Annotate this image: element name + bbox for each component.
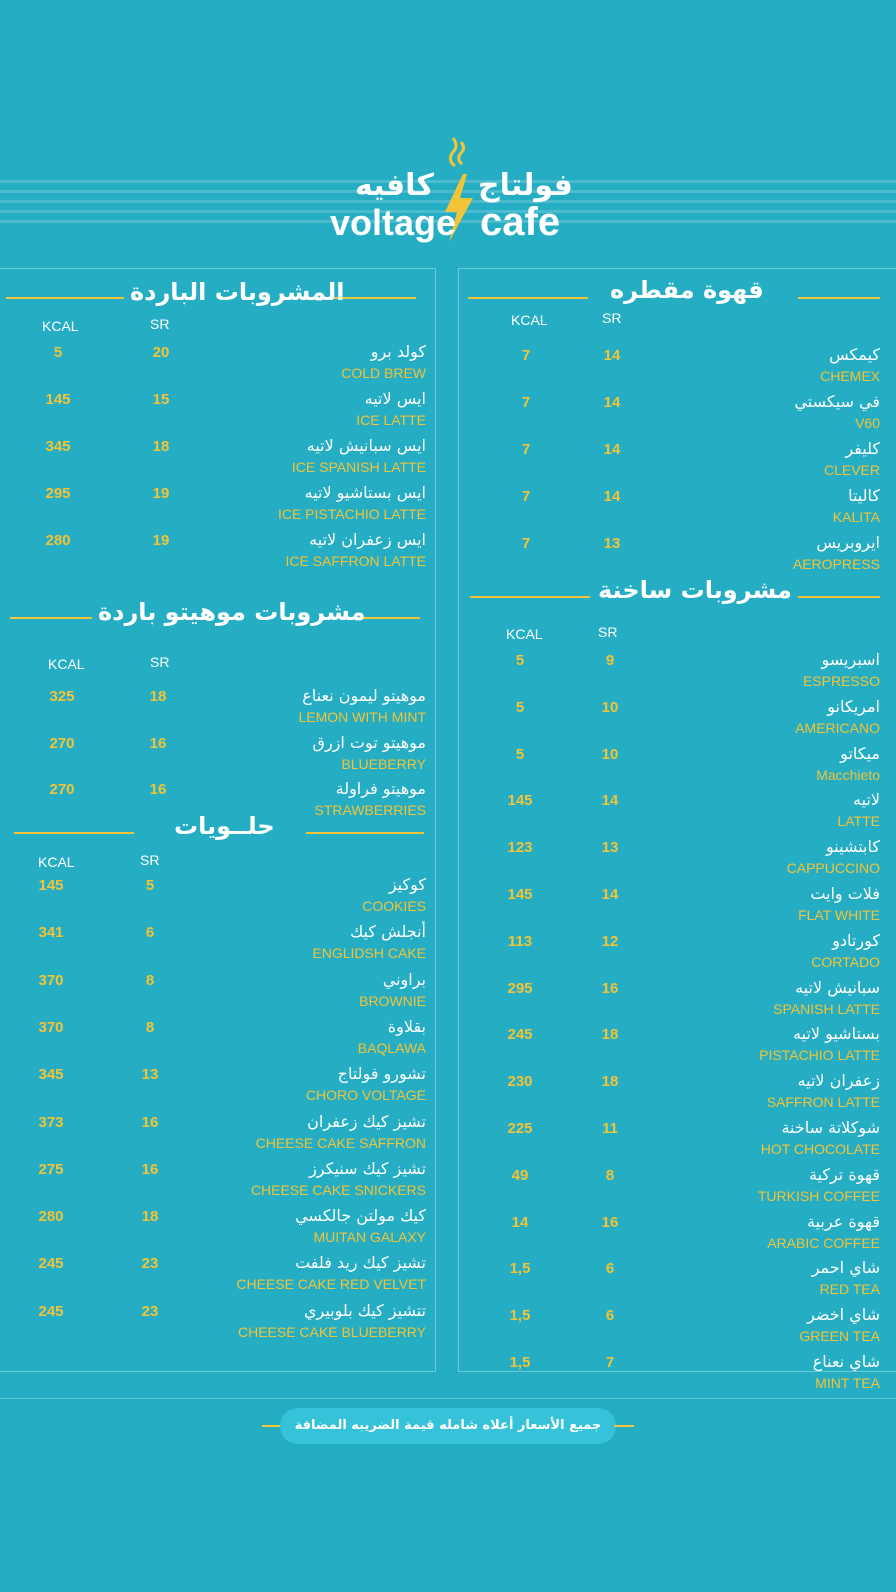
item-name-en: AMERICANO bbox=[795, 719, 880, 736]
item-kcal: 5 bbox=[53, 344, 63, 361]
item-price: 18 bbox=[601, 1026, 619, 1044]
item-name-ar: فلات وايت bbox=[810, 884, 880, 903]
item-name-ar: ايس سبانيش لاتيه bbox=[306, 436, 426, 455]
item-name-ar: كوكيز bbox=[388, 875, 426, 894]
item-name-en: MINT TEA bbox=[815, 1375, 880, 1391]
divider bbox=[14, 832, 134, 834]
item-kcal: 123 bbox=[507, 839, 533, 857]
item-name-ar: سبانيش لاتيه bbox=[795, 977, 880, 997]
kcal-header: KCAL bbox=[48, 656, 85, 672]
item-name-en: RED TEA bbox=[819, 1281, 880, 1298]
item-kcal: 7 bbox=[521, 488, 531, 505]
desserts-section-title: حلــويات bbox=[174, 812, 275, 840]
item-name-en: MUITAN GALAXY bbox=[313, 1229, 426, 1246]
item-name-en: CLEVER bbox=[823, 462, 880, 478]
item-kcal: 225 bbox=[507, 1120, 533, 1137]
brand-en-cafe: cafe bbox=[480, 200, 561, 244]
item-price: 14 bbox=[601, 886, 619, 903]
item-price: 16 bbox=[601, 979, 619, 997]
item-name-en: Macchieto bbox=[816, 766, 880, 783]
item-kcal: 145 bbox=[507, 886, 533, 903]
item-price: 19 bbox=[152, 532, 170, 549]
item-kcal: 345 bbox=[45, 438, 71, 455]
item-price: 8 bbox=[145, 1018, 155, 1036]
item-name-en: SPANISH LATTE bbox=[773, 1000, 880, 1017]
item-price: 14 bbox=[603, 488, 621, 505]
divider bbox=[334, 297, 416, 299]
item-price: 13 bbox=[141, 1066, 159, 1084]
item-name-ar: بقلاوة bbox=[387, 1016, 426, 1036]
item-name-en: V60 bbox=[855, 415, 880, 431]
item-name-ar: امريكانو bbox=[827, 696, 880, 716]
divider bbox=[798, 297, 880, 299]
hot-section-title: مشروبات ساخنة bbox=[598, 576, 792, 604]
item-kcal: 1,5 bbox=[509, 1354, 531, 1371]
item-price: 18 bbox=[141, 1208, 159, 1226]
item-kcal: 7 bbox=[521, 394, 531, 411]
item-price: 23 bbox=[141, 1302, 159, 1320]
item-kcal: 5 bbox=[515, 698, 525, 716]
brand-logo bbox=[0, 130, 896, 250]
item-name-en: GREEN TEA bbox=[799, 1328, 880, 1345]
item-price: 11 bbox=[602, 1120, 618, 1137]
item-price: 16 bbox=[149, 734, 167, 752]
item-name-ar: موهيتو فراولة bbox=[335, 779, 426, 798]
item-name-en: AEROPRESS bbox=[792, 556, 880, 572]
kcal-header: KCAL bbox=[511, 312, 548, 328]
item-kcal: 280 bbox=[38, 1208, 64, 1226]
divider bbox=[306, 832, 424, 834]
item-kcal: 370 bbox=[38, 971, 64, 989]
item-name-en: ICE SPANISH LATTE bbox=[291, 459, 426, 475]
divider bbox=[468, 297, 588, 299]
item-price: 18 bbox=[149, 688, 167, 705]
item-kcal: 370 bbox=[38, 1018, 64, 1036]
item-kcal: 325 bbox=[49, 688, 75, 705]
item-price: 18 bbox=[152, 438, 170, 455]
item-kcal: 7 bbox=[521, 347, 531, 364]
sr-header: SR bbox=[598, 624, 618, 640]
item-kcal: 145 bbox=[38, 877, 64, 894]
sr-header: SR bbox=[602, 310, 622, 326]
item-name-ar: شوكلاتة ساخنة bbox=[781, 1118, 880, 1137]
item-price: 12 bbox=[601, 932, 619, 950]
item-name-ar: تشورو فولتاج bbox=[337, 1064, 426, 1084]
item-kcal: 230 bbox=[507, 1073, 533, 1091]
item-name-ar: كليفر bbox=[845, 439, 880, 458]
item-kcal: 1,5 bbox=[509, 1260, 531, 1278]
item-name-en: BROWNIE bbox=[359, 992, 426, 1009]
item-name-en: STRAWBERRIES bbox=[314, 802, 426, 818]
item-price: 16 bbox=[149, 781, 167, 798]
item-name-ar: تشيز كيك زعفران bbox=[307, 1111, 426, 1131]
kcal-header: KCAL bbox=[506, 626, 543, 642]
item-kcal: 275 bbox=[38, 1160, 64, 1178]
divider bbox=[6, 297, 124, 299]
kcal-header: KCAL bbox=[42, 318, 79, 334]
item-price: 13 bbox=[601, 839, 619, 857]
item-name-ar: اسبريسو bbox=[821, 650, 880, 669]
sr-header: SR bbox=[140, 852, 160, 868]
divider bbox=[614, 1425, 634, 1427]
item-kcal: 14 bbox=[511, 1213, 529, 1231]
item-name-ar: ايس زعفران لاتيه bbox=[309, 530, 426, 549]
item-name-ar: قهوة تركية bbox=[808, 1164, 880, 1184]
item-kcal: 295 bbox=[507, 979, 533, 997]
tax-note: جميع الأسعار أعلاه شامله قيمة الضريبه المضافة bbox=[280, 1408, 616, 1444]
item-name-ar: ايس بستاشيو لاتيه bbox=[304, 483, 426, 502]
item-price: 9 bbox=[605, 652, 615, 669]
item-kcal: 145 bbox=[45, 391, 71, 408]
item-name-en: LEMON WITH MINT bbox=[298, 709, 426, 725]
item-kcal: 145 bbox=[507, 792, 533, 810]
item-kcal: 245 bbox=[38, 1302, 64, 1320]
item-price: 8 bbox=[145, 971, 155, 989]
item-name-ar: في سيكستي bbox=[794, 392, 880, 411]
item-kcal: 113 bbox=[507, 932, 533, 950]
divider bbox=[0, 1398, 896, 1399]
item-price: 18 bbox=[601, 1073, 619, 1091]
item-name-en: ICE PISTACHIO LATTE bbox=[277, 506, 426, 522]
item-name-en: PISTACHIO LATTE bbox=[759, 1047, 880, 1064]
item-name-en: CHORO VOLTAGE bbox=[305, 1087, 426, 1104]
item-name-en: COOKIES bbox=[362, 898, 426, 914]
divider bbox=[360, 617, 420, 619]
item-kcal: 7 bbox=[521, 441, 531, 458]
item-kcal: 280 bbox=[45, 532, 71, 549]
item-name-ar: كولد برو bbox=[370, 342, 426, 361]
item-price: 14 bbox=[601, 792, 619, 810]
item-name-ar: زعفران لاتيه bbox=[797, 1071, 880, 1091]
item-kcal: 1,5 bbox=[509, 1307, 531, 1325]
item-price: 16 bbox=[141, 1160, 159, 1178]
mojito-section-title: مشروبات موهيتو باردة bbox=[98, 598, 366, 626]
item-name-ar: شاي اخضر bbox=[807, 1305, 880, 1325]
sr-header: SR bbox=[150, 316, 170, 332]
divider bbox=[262, 1425, 282, 1427]
item-name-en: ICE LATTE bbox=[356, 412, 426, 428]
item-name-ar: شاي احمر bbox=[811, 1258, 880, 1278]
brand-en-voltage: voltage bbox=[330, 202, 457, 243]
item-name-en: SAFFRON LATTE bbox=[766, 1094, 880, 1111]
item-name-en: KALITA bbox=[832, 509, 880, 525]
item-kcal: 295 bbox=[45, 485, 71, 502]
sr-header: SR bbox=[150, 654, 170, 670]
item-name-en: CHEMEX bbox=[820, 368, 880, 384]
item-price: 6 bbox=[605, 1307, 615, 1325]
item-kcal: 270 bbox=[49, 781, 75, 798]
item-name-en: CAPPUCCINO bbox=[786, 860, 880, 877]
item-name-ar: كورتادو bbox=[832, 930, 880, 950]
divider bbox=[470, 596, 590, 598]
item-name-ar: أنجلش كيك bbox=[350, 922, 426, 942]
kcal-header: KCAL bbox=[38, 854, 75, 870]
item-price: 14 bbox=[603, 394, 621, 411]
item-name-en: ENGLIDSH CAKE bbox=[312, 945, 426, 962]
item-name-ar: لاتيه bbox=[853, 790, 880, 810]
item-name-ar: موهيتو توت ازرق bbox=[312, 732, 426, 752]
item-name-ar: ايس لاتيه bbox=[364, 389, 426, 408]
item-name-ar: تتشيز كيك بلوبيري bbox=[304, 1300, 426, 1320]
item-name-ar: براوني bbox=[382, 969, 426, 989]
item-price: 19 bbox=[152, 485, 170, 502]
item-name-ar: ميكاتو bbox=[840, 743, 880, 763]
brand-ar-cafe: كافيه bbox=[355, 168, 434, 203]
item-name-en: CORTADO bbox=[811, 953, 880, 970]
item-name-en: CHEESE CAKE SNICKERS bbox=[250, 1181, 426, 1198]
item-name-ar: ايروبريس bbox=[816, 533, 880, 552]
item-name-en: ESPRESSO bbox=[802, 673, 880, 689]
item-price: 16 bbox=[601, 1213, 619, 1231]
item-price: 8 bbox=[605, 1166, 615, 1184]
item-price: 16 bbox=[141, 1113, 159, 1131]
item-kcal: 5 bbox=[515, 745, 525, 763]
item-name-en: BLUEBERRY bbox=[341, 755, 426, 772]
item-kcal: 7 bbox=[521, 535, 531, 552]
item-price: 7 bbox=[605, 1354, 615, 1371]
item-price: 5 bbox=[145, 877, 155, 894]
item-name-en: BAQLAWA bbox=[357, 1039, 426, 1056]
item-price: 15 bbox=[152, 391, 170, 408]
item-name-en: CHEESE CAKE SAFFRON bbox=[255, 1134, 426, 1151]
item-name-en: CHEESE CAKE BLUEBERRY bbox=[237, 1323, 426, 1340]
item-price: 6 bbox=[605, 1260, 615, 1278]
drip-section-title: قهوة مقطره bbox=[610, 276, 764, 304]
item-price: 13 bbox=[603, 535, 621, 552]
divider bbox=[798, 596, 880, 598]
item-name-en: ARABIC COFFEE bbox=[767, 1234, 880, 1251]
item-price: 23 bbox=[141, 1255, 159, 1273]
item-name-en: COLD BREW bbox=[341, 365, 426, 381]
item-name-en: ICE SAFFRON LATTE bbox=[285, 553, 426, 569]
item-name-ar: تشيز كيك سنيكرز bbox=[309, 1158, 426, 1178]
item-kcal: 245 bbox=[507, 1026, 533, 1044]
item-name-ar: شاي نعناع bbox=[812, 1352, 880, 1371]
item-kcal: 345 bbox=[38, 1066, 64, 1084]
item-name-en: TURKISH COFFEE bbox=[757, 1187, 880, 1204]
divider bbox=[10, 617, 92, 619]
item-kcal: 373 bbox=[38, 1113, 64, 1131]
brand-ar-voltage: فولتاج bbox=[478, 168, 573, 203]
item-name-en: CHEESE CAKE RED VELVET bbox=[236, 1276, 426, 1293]
item-price: 10 bbox=[601, 698, 619, 716]
item-name-en: FLAT WHITE bbox=[798, 907, 880, 923]
item-name-ar: قهوة عربية bbox=[807, 1211, 880, 1231]
item-name-ar: كيك مولتن جالكسي bbox=[295, 1206, 426, 1226]
item-price: 14 bbox=[603, 441, 621, 458]
item-name-ar: كاليتا bbox=[848, 486, 880, 505]
item-name-ar: موهيتو ليمون نعناع bbox=[302, 686, 426, 705]
item-kcal: 5 bbox=[515, 652, 525, 669]
item-name-ar: بستاشيو لاتيه bbox=[793, 1024, 880, 1044]
item-name-en: LATTE bbox=[837, 813, 880, 830]
item-kcal: 341 bbox=[38, 924, 64, 942]
item-price: 10 bbox=[601, 745, 619, 763]
item-name-ar: كابتشينو bbox=[826, 837, 880, 857]
item-kcal: 245 bbox=[38, 1255, 64, 1273]
item-price: 20 bbox=[152, 344, 170, 361]
item-name-ar: كيمكس bbox=[829, 345, 880, 364]
right-panel bbox=[458, 268, 896, 1372]
cold-section-title: المشروبات الباردة bbox=[130, 278, 345, 306]
item-price: 14 bbox=[603, 347, 621, 364]
item-price: 6 bbox=[145, 924, 155, 942]
item-kcal: 270 bbox=[49, 734, 75, 752]
item-kcal: 49 bbox=[511, 1166, 529, 1184]
item-name-ar: تشيز كيك ريد فلفت bbox=[295, 1253, 426, 1273]
item-name-en: HOT CHOCOLATE bbox=[760, 1141, 880, 1157]
